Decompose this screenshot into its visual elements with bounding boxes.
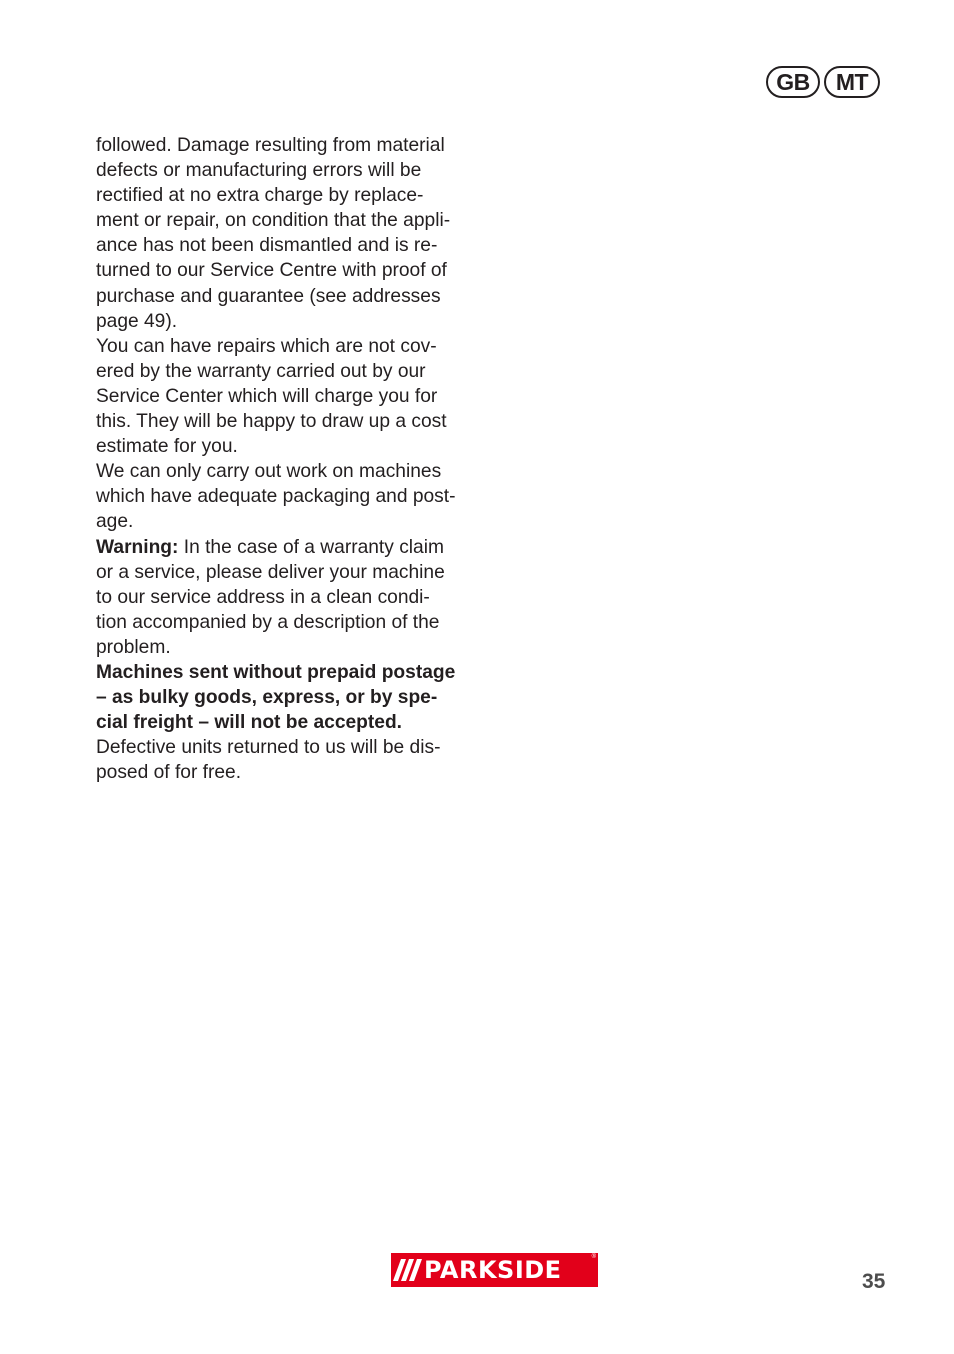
text-line: rectified at no extra charge by replace-	[96, 185, 424, 207]
text-line: Machines sent without prepaid postage	[96, 661, 456, 683]
text-line: which have adequate packaging and post-	[96, 486, 456, 508]
brand-name: PARKSIDE	[424, 1256, 562, 1284]
text-line: turned to our Service Centre with proof of	[96, 260, 447, 282]
text-line: tion accompanied by a description of the	[96, 611, 440, 633]
page-number: 35	[862, 1270, 886, 1293]
paragraph-warning	[96, 535, 486, 660]
text-line: page 49).	[96, 310, 178, 332]
text-line: You can have repairs which are not cov-	[96, 335, 437, 357]
warning-label: Warning:	[96, 536, 179, 558]
text-line: ment or repair, on condition that the appli-	[96, 210, 451, 232]
language-badge-mt: MT	[824, 66, 880, 98]
paragraph-packaging	[96, 459, 486, 534]
paragraph-warranty-repair	[96, 133, 486, 334]
text-line: posed of for free.	[96, 762, 242, 784]
paragraph-disposal	[96, 735, 486, 785]
parkside-logo	[391, 1253, 598, 1287]
language-badges	[766, 66, 880, 98]
text-line: cial freight – will not be accepted.	[96, 712, 403, 734]
text-line: purchase and guarantee (see addresses	[96, 285, 441, 307]
text-line: defects or manufacturing errors will be	[96, 160, 422, 182]
text-line: Defective units returned to us will be dis-	[96, 737, 441, 759]
text-line: to our service address in a clean condi-	[96, 586, 430, 608]
text-line: or a service, please deliver your machine	[96, 561, 445, 583]
registered-mark-icon: ®	[591, 1254, 596, 1260]
text-line: estimate for you.	[96, 436, 238, 458]
paragraph-postage-notice	[96, 660, 486, 735]
paragraph-paid-repairs	[96, 334, 486, 459]
text-line	[96, 535, 486, 560]
text-column	[96, 133, 486, 785]
text-line: ance has not been dismantled and is re-	[96, 235, 438, 257]
text-line: We can only carry out work on machines	[96, 461, 442, 483]
language-badge-gb: GB	[766, 66, 820, 98]
text-line: this. They will be happy to draw up a cost	[96, 411, 447, 433]
logo-stripes-icon	[397, 1259, 418, 1281]
warning-text: In the case of a warranty claim	[178, 536, 444, 558]
text-line: Service Center which will charge you for	[96, 385, 438, 407]
text-line: age.	[96, 511, 134, 533]
text-line: ered by the warranty carried out by our	[96, 360, 426, 382]
text-line: – as bulky goods, express, or by spe-	[96, 687, 438, 709]
text-line: followed. Damage resulting from material	[96, 135, 445, 156]
text-line: problem.	[96, 636, 171, 658]
